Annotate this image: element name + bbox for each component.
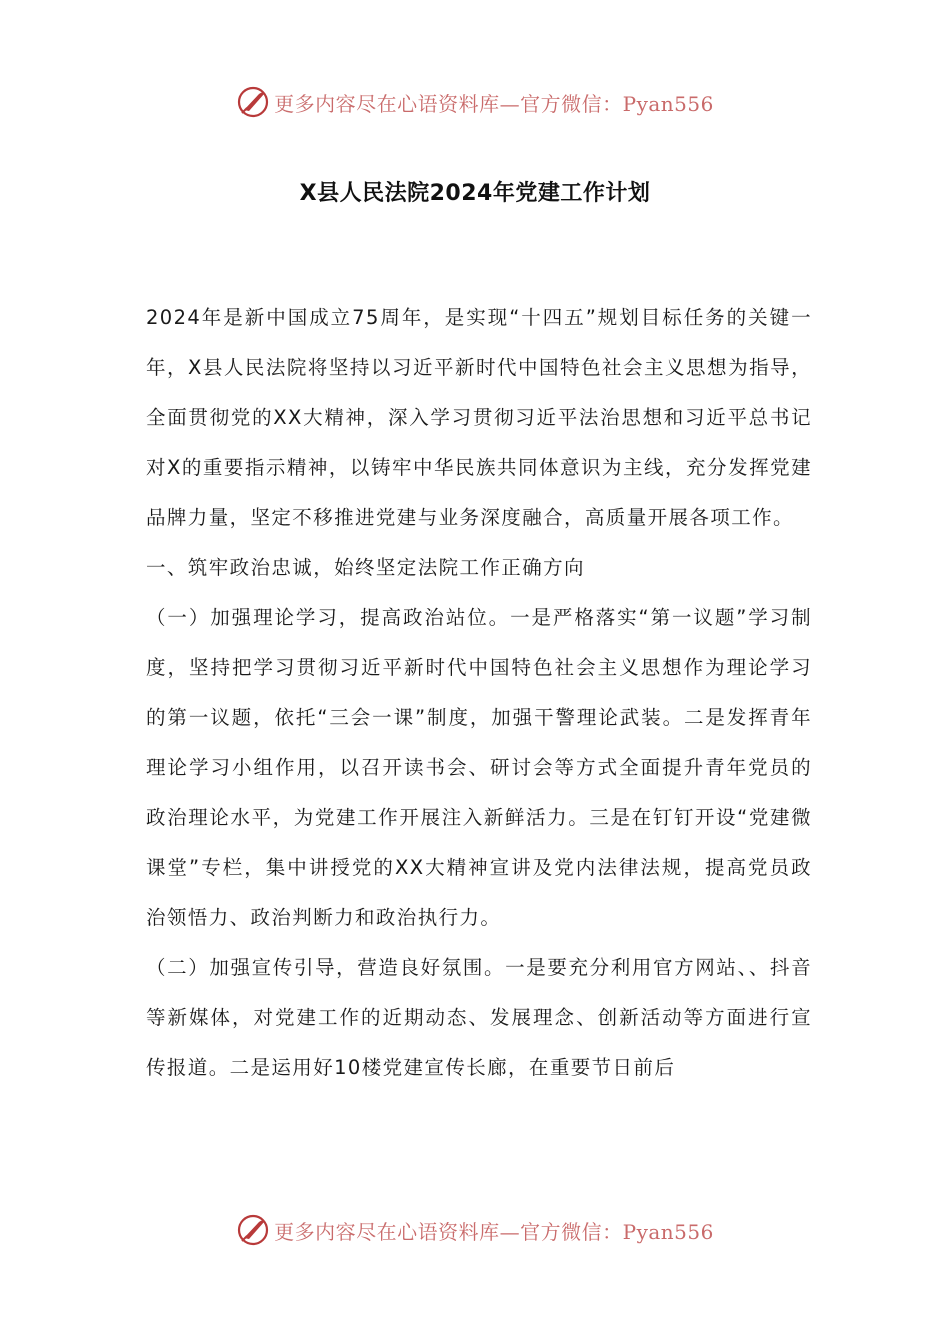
header-watermark-banner xyxy=(0,82,950,122)
quill-seal-icon xyxy=(236,1213,270,1247)
quill-seal-icon xyxy=(236,85,270,119)
section-heading: 一、筑牢政治忠诚，始终坚定法院工作正确方向 xyxy=(146,556,585,579)
subsection-paragraph: （二）加强宣传引导，营造良好氛围。一是要充分利用官方网站、、抖音等新媒体，对党建工作的近期动态、发展理念、创新活动等方面进行宣传报道。二是运用好10楼党建宣传长廊，在重要节日前后 xyxy=(146,956,812,1079)
document-body xyxy=(146,293,812,1093)
footer-watermark-banner xyxy=(0,1210,950,1250)
watermark-text: 更多内容尽在心语资料库—官方微信：Pyan556 xyxy=(274,1219,714,1244)
watermark-text: 更多内容尽在心语资料库—官方微信：Pyan556 xyxy=(274,91,714,116)
document-title: X县人民法院2024年党建工作计划 xyxy=(299,181,651,206)
subsection-paragraph: （一）加强理论学习，提高政治站位。一是严格落实“第一议题”学习制度，坚持把学习贯彻习近平新时代中国特色社会主义思想作为理论学习的第一议题，依托“三会一课”制度，加强干警理论武装。二是发挥青年理论学习小组作用，以召开读书会、研讨会等方式全面提升青年党员的政治理论水平，为党建工作开展注入新鲜活力。三是在钉钉开设“党建微课堂”专栏，集中讲授党的XX大精神宣讲及党内法律法规，提高党员政治领悟力、政治判断力和政治执行力。 xyxy=(146,606,812,929)
intro-paragraph: 2024年是新中国成立75周年，是实现“十四五”规划目标任务的关键一年，X县人民法院将坚持以习近平新时代中国特色社会主义思想为指导，全面贯彻党的XX大精神，深入学习贯彻习近平法治思想和习近平总书记对X的重要指示精神，以铸牢中华民族共同体意识为主线，充分发挥党建品牌力量，坚定不移推进党建与业务深度融合，高质量开展各项工作。 xyxy=(146,306,812,529)
